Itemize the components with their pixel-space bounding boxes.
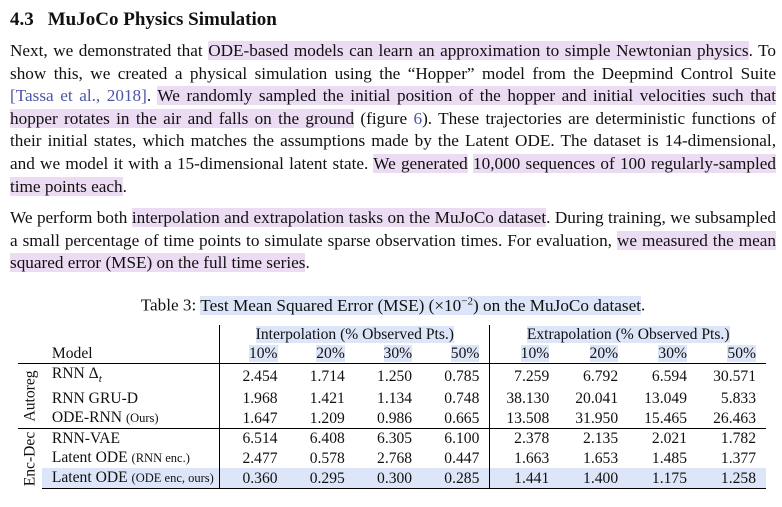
table-cell: 1.400 [559,468,628,489]
model-header: Model [51,345,93,362]
table-cell: 0.665 [444,409,480,427]
col-header: 10% [220,344,288,364]
model-name: RNN GRU-D [51,390,139,408]
table-cell: 1.647 [220,408,288,429]
table-cell: 0.785 [422,364,490,390]
group-header-row [18,325,766,344]
table-cell: 13.049 [644,390,688,408]
table-cell: 0.300 [355,468,422,489]
col-header: 50% [727,345,756,362]
caption-label: Table 3: [140,295,201,315]
table-cell: 6.305 [355,429,422,449]
text-run: . [146,86,158,106]
table-cell: 31.950 [575,409,619,427]
highlight: interpolation and extrapolation tasks on the MuJoCo dataset [131,208,547,228]
figure-ref-link[interactable]: 6 [413,108,423,128]
table-cell: 1.714 [288,364,355,390]
table-cell: 2.768 [377,449,413,467]
table-cell: 6.594 [628,364,697,390]
section-number: 4.3 [10,9,34,30]
table-cell: 2.477 [220,448,288,468]
model-name: ODE-RNN (Ours) [51,409,159,427]
table-cell: 1.377 [720,449,756,467]
text-run: . [122,176,127,196]
table-cell: 0.986 [377,409,413,427]
table-cell: 6.408 [288,429,355,449]
table-cell: 1.441 [490,468,559,489]
col-header: 20% [589,345,619,362]
table-row [18,364,766,390]
table-row [18,408,766,429]
table-cell: 1.134 [377,390,413,408]
table-cell: 0.360 [220,468,288,489]
table-cell: 0.447 [444,449,480,467]
group-label-autoreg: Autoreg [18,364,42,429]
table-cell: 1.258 [697,468,766,489]
citation-link[interactable]: [Tassa et al., 2018] [10,86,147,106]
paper-page [10,6,776,313]
table-cell: 6.514 [220,429,288,449]
table-cell: 0.578 [309,449,345,467]
paragraph-1 [10,40,776,198]
table-cell: 7.259 [490,364,559,390]
table-cell: 0.295 [288,468,355,489]
model-name: Latent ODE (RNN enc.) [51,449,190,467]
results-table [18,325,766,489]
table-row-highlighted [18,468,766,489]
text-run: . During training, we subsampled a small percentage of time points to simulate sparse observation times. For evaluation, [10,208,776,250]
model-name: RNN $\Delta_t$ [42,364,220,390]
col-header: 30% [383,345,413,362]
highlight: ODE-based models can learn an approximation to simple Newtonian physics [208,41,749,60]
table-cell: 2.021 [628,429,697,449]
table-cell: 20.041 [575,390,619,408]
table-cell: 15.465 [644,409,688,427]
extrapolation-header: Extrapolation (% Observed Pts.) [490,325,766,344]
col-header: 50% [450,345,480,362]
table-cell: 1.968 [220,389,288,408]
text-run: . To show this, we created a physical simulation using the “Hopper” model from the Deepmind Control Suite [10,41,776,83]
section-heading [10,6,776,34]
col-header: 10% [490,344,559,364]
table-cell: 26.463 [713,409,756,427]
table-cell: 38.130 [490,389,559,408]
table-cell: 0.748 [444,390,480,408]
table-cell: 1.250 [355,364,422,390]
column-header-row [18,344,766,364]
table-cell: 6.792 [559,364,628,390]
table-cell: 2.135 [559,429,628,449]
table-caption: Table 3: Test Mean Squared Error (MSE) $(\times 10^{-2})$ on the MuJoCo dataset. [140,294,646,315]
highlight: 10,000 sequences of 100 regularly-sampled time points each [10,153,777,196]
text-run: We perform both [10,208,132,228]
table-cell: 2.454 [220,364,288,390]
interpolation-header: Interpolation (% Observed Pts.) [220,325,490,344]
table-cell: 1.485 [651,449,688,467]
text-run: Next, we demonstrated that [10,41,209,60]
paragraph-2 [10,207,776,275]
table-cell: 2.378 [490,429,559,449]
table-cell: 13.508 [490,408,559,429]
model-name: RNN-VAE [42,429,220,449]
table-row [18,389,766,408]
table-cell: 1.175 [628,468,697,489]
group-label-encdec: Enc-Dec [18,429,42,489]
table-cell: 1.209 [309,409,345,427]
table-cell: 1.421 [309,390,345,408]
highlight: We randomly sampled the initial position of the hopper and initial velocities such that hopper rotates in the air and falls on the ground [10,86,776,128]
table-cell: 30.571 [697,364,766,390]
col-header: 20% [316,345,345,362]
text-run: . [305,253,310,273]
table-cell: 1.663 [490,448,559,468]
table-cell: 1.653 [583,449,619,467]
text-run: ). These trajectories are deterministic functions of their initial states, which matches the assumptions made by the Latent ODE. The dataset is 14-dimensional, and we model it with a 15-dimensional latent state. [10,108,777,173]
highlight: we measured the mean squared error (MSE) on the full time series [10,230,776,273]
table-cell: 6.100 [422,429,490,449]
table-cell: 1.782 [697,429,766,449]
section-title: MuJoCo Physics Simulation [47,9,277,30]
highlight: We generated [373,153,468,173]
table-cell: 0.285 [422,468,490,489]
model-name: Latent ODE (ODE enc, ours) [42,468,220,489]
caption-highlight: Test Mean Squared Error (MSE) $(\times 10^{-2})$ on the MuJoCo dataset [200,294,642,315]
text-run: (figure [354,108,414,128]
table-cell: 5.833 [720,390,756,408]
table-row [18,448,766,468]
col-header: 30% [658,345,688,362]
table-row [18,429,766,449]
